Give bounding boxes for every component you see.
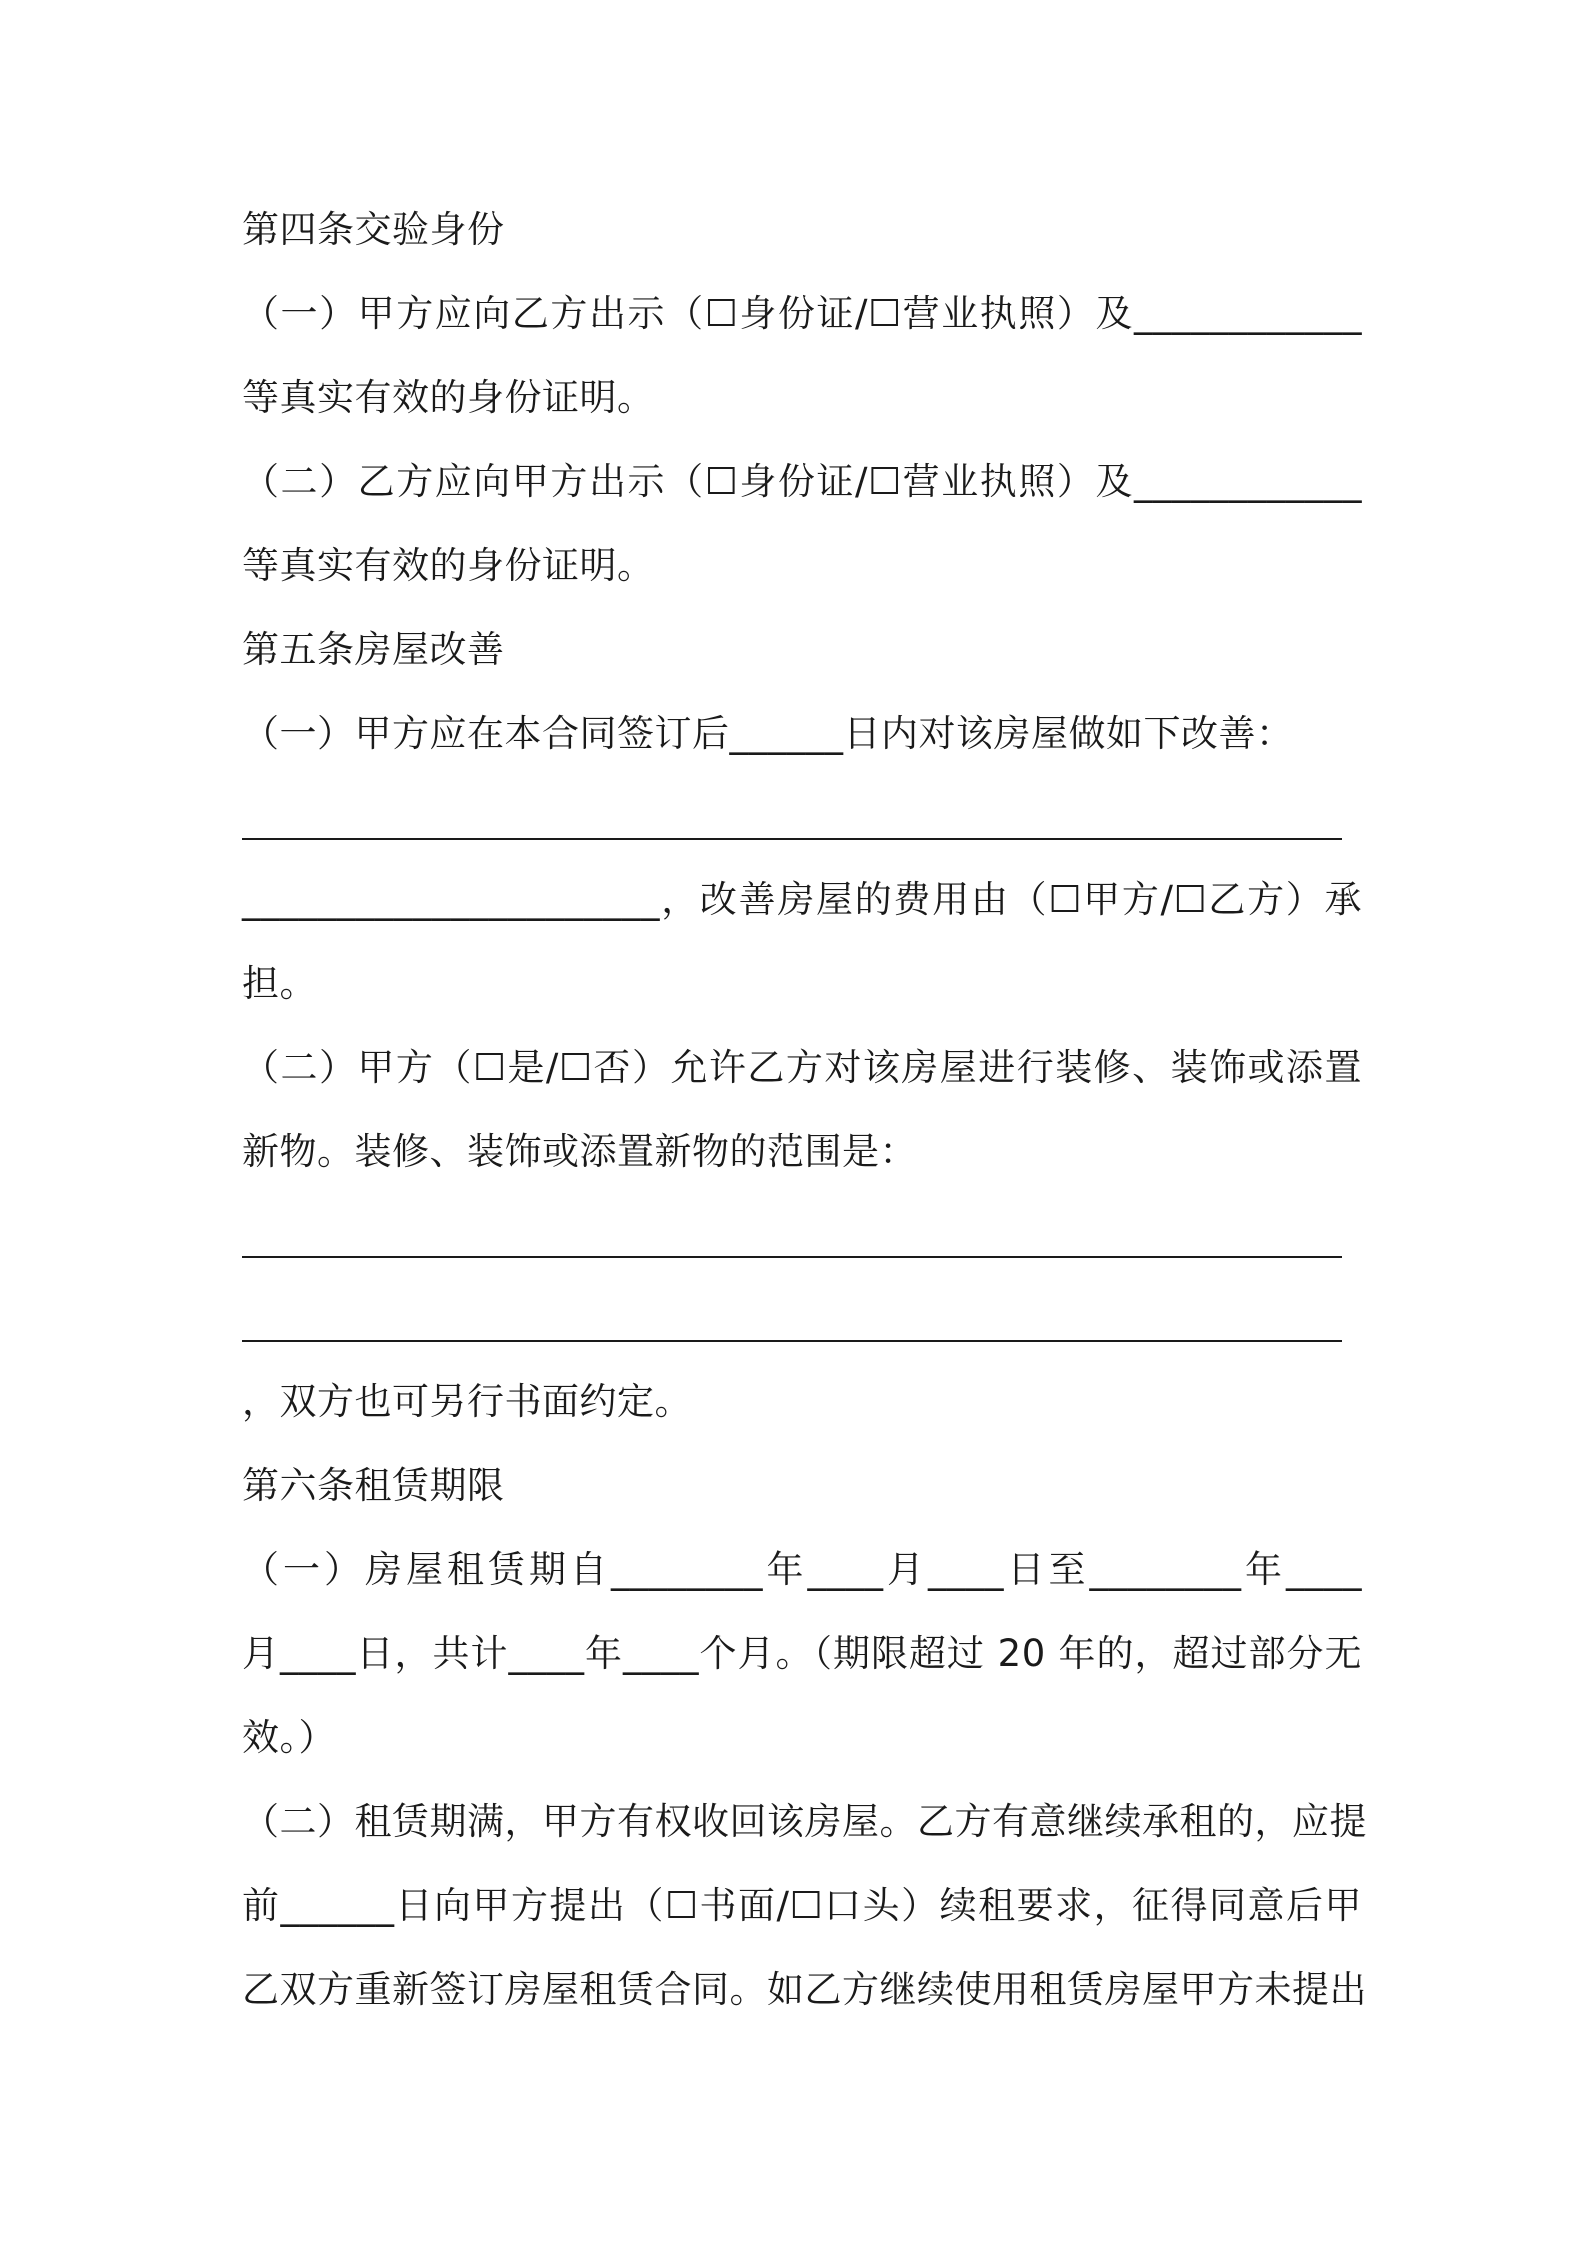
article-5-clause-2-end: ，双方也可另行书面约定。 [242, 1380, 692, 1423]
article-5-heading: 第五条房屋改善 [242, 628, 505, 671]
article-6-clause-1-end: 效。） [242, 1716, 336, 1759]
article-6-clause-1: （一）房屋租赁期自________年____月____日至________年____ [242, 1548, 1362, 1591]
article-6-clause-2-cont: 前______日向甲方提出（☐书面/☐口头）续租要求，征得同意后甲 [242, 1884, 1362, 1927]
article-4-heading: 第四条交验身份 [242, 208, 505, 251]
blank-fill-line [242, 1256, 1342, 1258]
article-4-clause-2-cont: 等真实有效的身份证明。 [242, 544, 655, 587]
article-6-clause-2: （二）租赁期满，甲方有权收回该房屋。乙方有意继续承租的，应提 [242, 1800, 1367, 1843]
article-5-clause-2-cont: 新物。装修、装饰或添置新物的范围是： [242, 1130, 917, 1173]
article-6-clause-1-cont: 月____日，共计____年____个月。（期限超过 20 年的，超过部分无 [242, 1632, 1362, 1675]
article-6-clause-2-cont2: 乙双方重新签订房屋租赁合同。如乙方继续使用租赁房屋甲方未提出 [242, 1968, 1367, 2011]
article-4-clause-1-cont: 等真实有效的身份证明。 [242, 376, 655, 419]
article-5-clause-1-cont: ______________________，改善房屋的费用由（☐甲方/☐乙方）承 [242, 878, 1362, 921]
article-5-clause-1-end: 担。 [242, 962, 317, 1005]
blank-fill-line [242, 1340, 1342, 1342]
article-6-heading: 第六条租赁期限 [242, 1464, 505, 1507]
blank-fill-line [242, 838, 1342, 840]
article-5-clause-2: （二）甲方（☐是/☐否）允许乙方对该房屋进行装修、装饰或添置 [242, 1046, 1362, 1089]
article-4-clause-1: （一）甲方应向乙方出示（☐身份证/☐营业执照）及____________ [242, 292, 1362, 335]
article-5-clause-1: （一）甲方应在本合同签订后______日内对该房屋做如下改善： [242, 712, 1294, 755]
article-4-clause-2: （二）乙方应向甲方出示（☐身份证/☐营业执照）及____________ [242, 460, 1362, 503]
